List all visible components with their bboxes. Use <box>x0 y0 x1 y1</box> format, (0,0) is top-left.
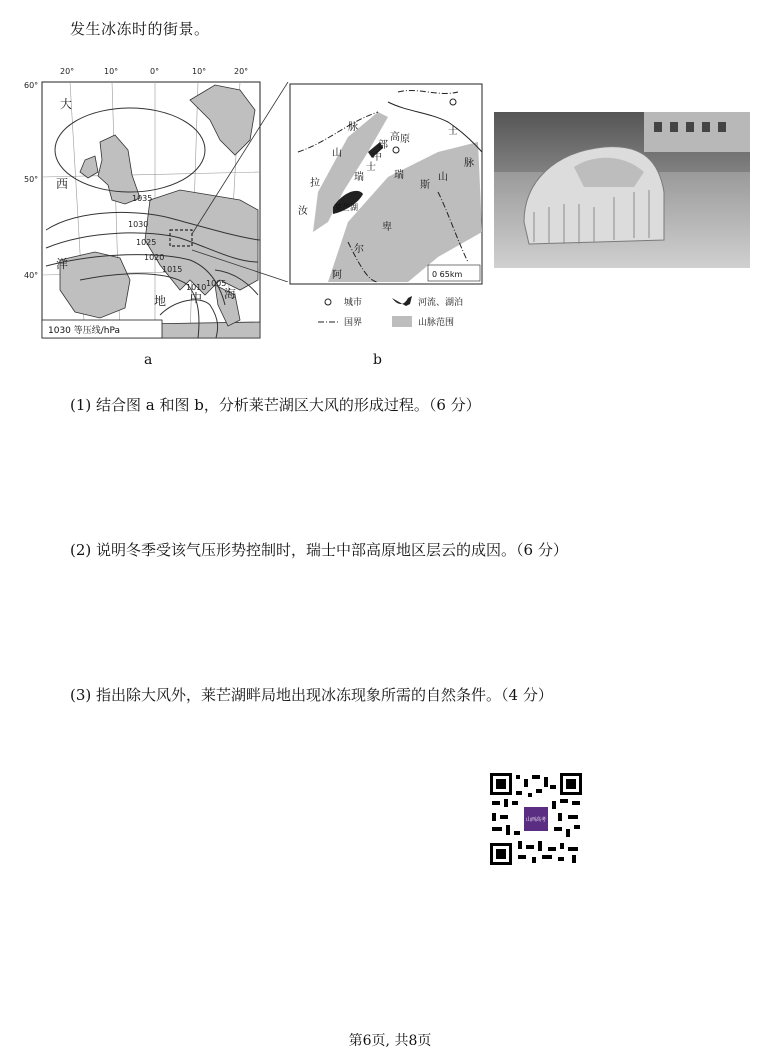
place-label: 海 <box>224 287 237 301</box>
region-label: 脉 <box>464 158 474 169</box>
region-label: 汝 <box>298 206 308 217</box>
region-label: 士 <box>448 126 458 137</box>
region-label: 拉 <box>310 178 320 189</box>
lat-label-50: 50° <box>24 175 39 184</box>
region-label: 尔 <box>354 244 364 255</box>
legend-river-lake: 河流、湖泊 <box>418 298 464 308</box>
isobar-label: 1005 <box>206 279 227 288</box>
qr-center-label: 山西高考 <box>525 817 547 823</box>
region-label: 卑 <box>382 222 392 233</box>
figure-a-caption: a <box>144 352 153 368</box>
region-label: 部 <box>378 140 388 151</box>
question-2: (2) 说明冬季受该气压形势控制时，瑞士中部高原地区层云的成因。（6 分） <box>70 541 568 559</box>
place-label: 中 <box>190 291 203 305</box>
isobar-label: 1020 <box>144 253 165 262</box>
zoom-connector <box>190 82 290 282</box>
region-label: 高 <box>390 132 400 143</box>
region-label: 原 <box>400 134 410 145</box>
region-label: 山 <box>438 172 448 183</box>
region-label: 阿 <box>332 270 342 281</box>
place-label: 地 <box>154 294 167 308</box>
lat-label-40: 40° <box>24 271 39 280</box>
lon-label-20w: 20° <box>60 67 75 76</box>
figure-b-caption: b <box>373 352 382 368</box>
scale-bar: 0 65km <box>432 270 463 279</box>
figure-a-legend: 1030 等压线/hPa <box>48 326 121 336</box>
place-label: 洋 <box>56 257 69 271</box>
place-label: 大 <box>60 97 73 111</box>
place-label: 西 <box>56 177 69 191</box>
isobar-label: 1015 <box>162 265 183 274</box>
isobar-label: 1010 <box>186 283 207 292</box>
lon-label-10w: 10° <box>104 67 119 76</box>
intro-text: 发生冰冻时的街景。 <box>70 20 210 38</box>
region-label: 斯 <box>420 180 430 191</box>
isobar-label: 1035 <box>132 194 153 203</box>
region-label: 士 <box>366 162 376 173</box>
region-label: 山 <box>332 148 342 159</box>
lake-label: 莱芒湖 <box>334 203 358 212</box>
qr-code <box>488 771 584 867</box>
region-label: 瑞 <box>354 172 364 183</box>
question-3: (3) 指出除大风外，莱芒湖畔局地出现冰冻现象所需的自然条件。（4 分） <box>70 686 553 704</box>
isobar-label: 1025 <box>136 238 157 247</box>
figure-b-region-map <box>288 82 484 332</box>
legend-city: 城市 <box>344 298 363 308</box>
frozen-car-photo <box>494 112 750 268</box>
lat-label-60: 60° <box>24 81 39 90</box>
region-label: 瑞 <box>394 170 404 181</box>
lon-label-20e: 20° <box>234 67 249 76</box>
lon-label-10e: 10° <box>192 67 207 76</box>
page-footer: 第6页, 共8页 <box>348 1033 432 1049</box>
region-label: 脉 <box>348 122 358 133</box>
question-1: (1) 结合图 a 和图 b，分析莱芒湖区大风的形成过程。（6 分） <box>70 396 481 414</box>
legend-mountain: 山脉范围 <box>418 318 455 328</box>
legend-border: 国界 <box>344 318 363 328</box>
lon-label-0: 0° <box>150 67 160 76</box>
isobar-label: 1030 <box>128 220 149 229</box>
region-label: 中 <box>372 152 382 163</box>
